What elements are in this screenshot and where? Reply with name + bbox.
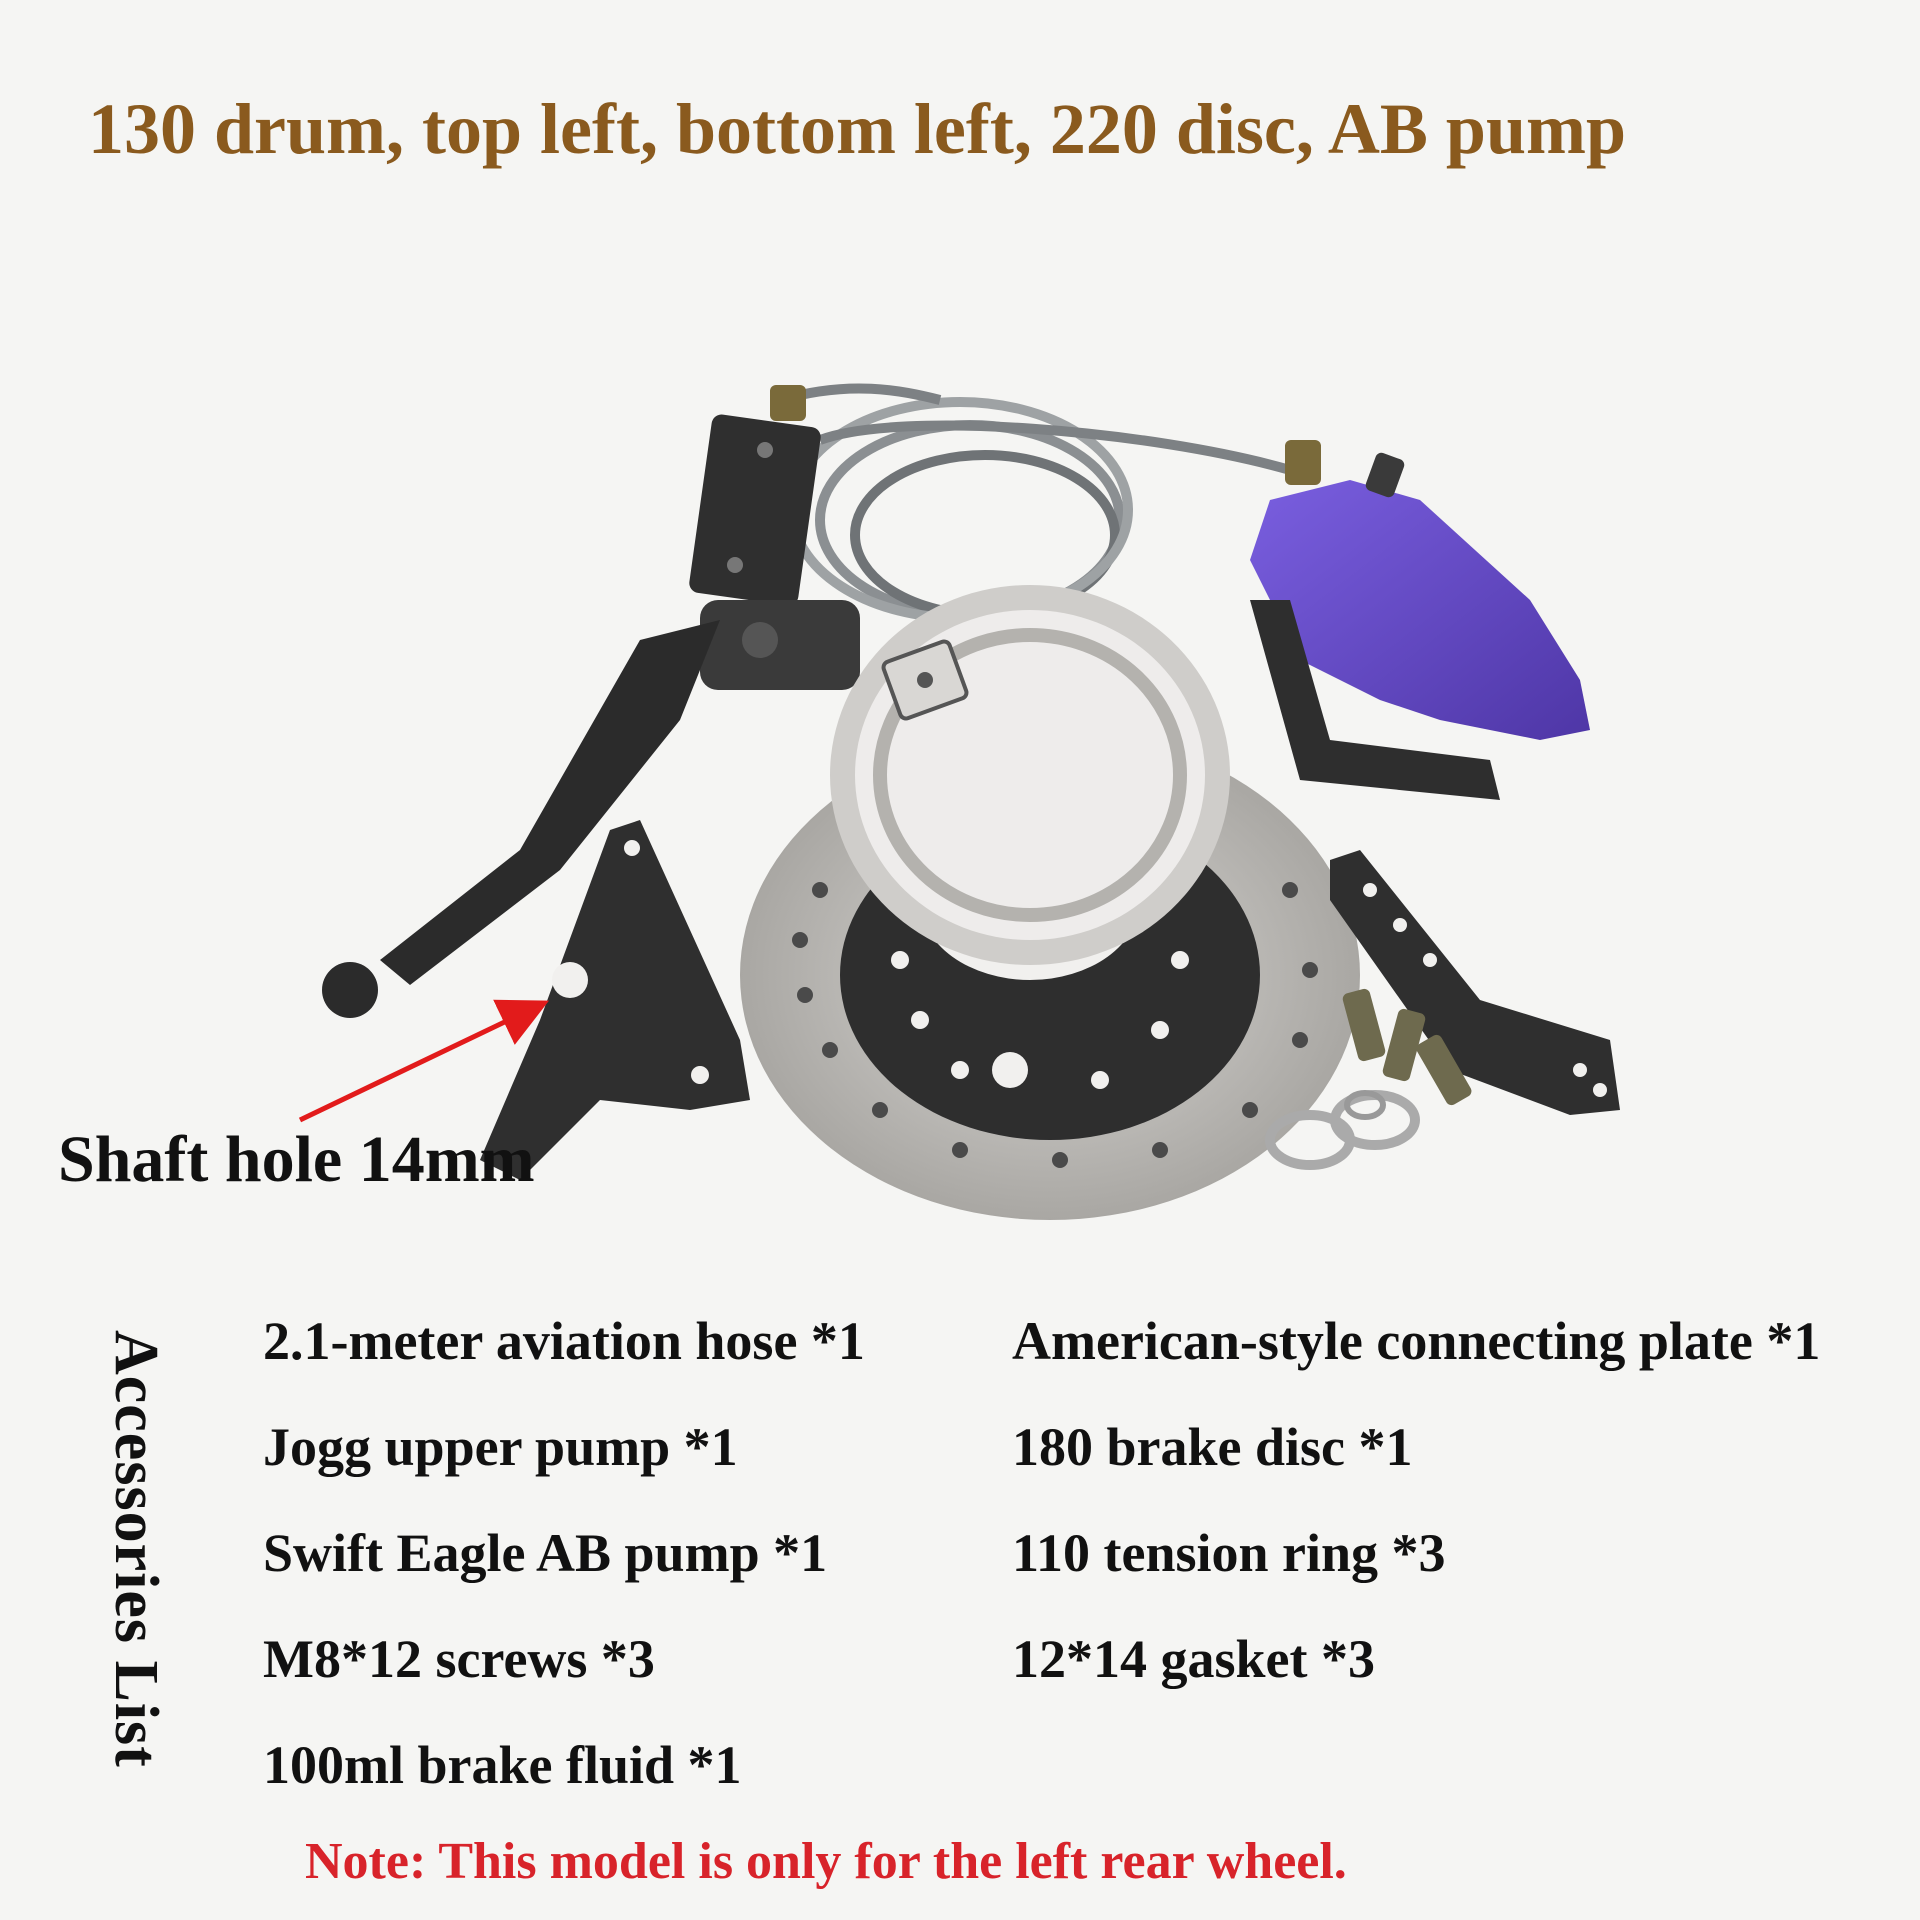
- accessory-item: Jogg upper pump *1: [263, 1417, 738, 1477]
- page-title: 130 drum, top left, bottom left, 220 disc, AB pump: [88, 89, 1627, 169]
- accessory-item: M8*12 screws *3: [263, 1629, 655, 1689]
- swift-eagle-ab-pump: [1250, 440, 1590, 800]
- accessory-item: 2.1-meter aviation hose *1: [263, 1311, 865, 1371]
- drum-ring: [830, 585, 1230, 965]
- usage-note: Note: This model is only for the left rear wheel.: [305, 1833, 1347, 1890]
- accessories-list-left: [263, 1306, 865, 1836]
- accessory-item: American-style connecting plate *1: [1012, 1311, 1821, 1371]
- accessory-item: Swift Eagle AB pump *1: [263, 1523, 828, 1583]
- aviation-hose: [780, 388, 1290, 618]
- accessory-item: 12*14 gasket *3: [1012, 1629, 1375, 1689]
- accessory-item: 100ml brake fluid *1: [263, 1735, 742, 1795]
- shaft-hole-label: Shaft hole 14mm: [58, 1123, 535, 1196]
- shaft-hole-arrow: [300, 1005, 540, 1120]
- accessories-list-right: [1012, 1306, 1820, 1730]
- accessory-item: 110 tension ring *3: [1012, 1523, 1446, 1583]
- connecting-plate: [1330, 850, 1620, 1115]
- accessory-item: 180 brake disc *1: [1012, 1417, 1413, 1477]
- accessories-heading: Accessories List: [102, 1330, 170, 1768]
